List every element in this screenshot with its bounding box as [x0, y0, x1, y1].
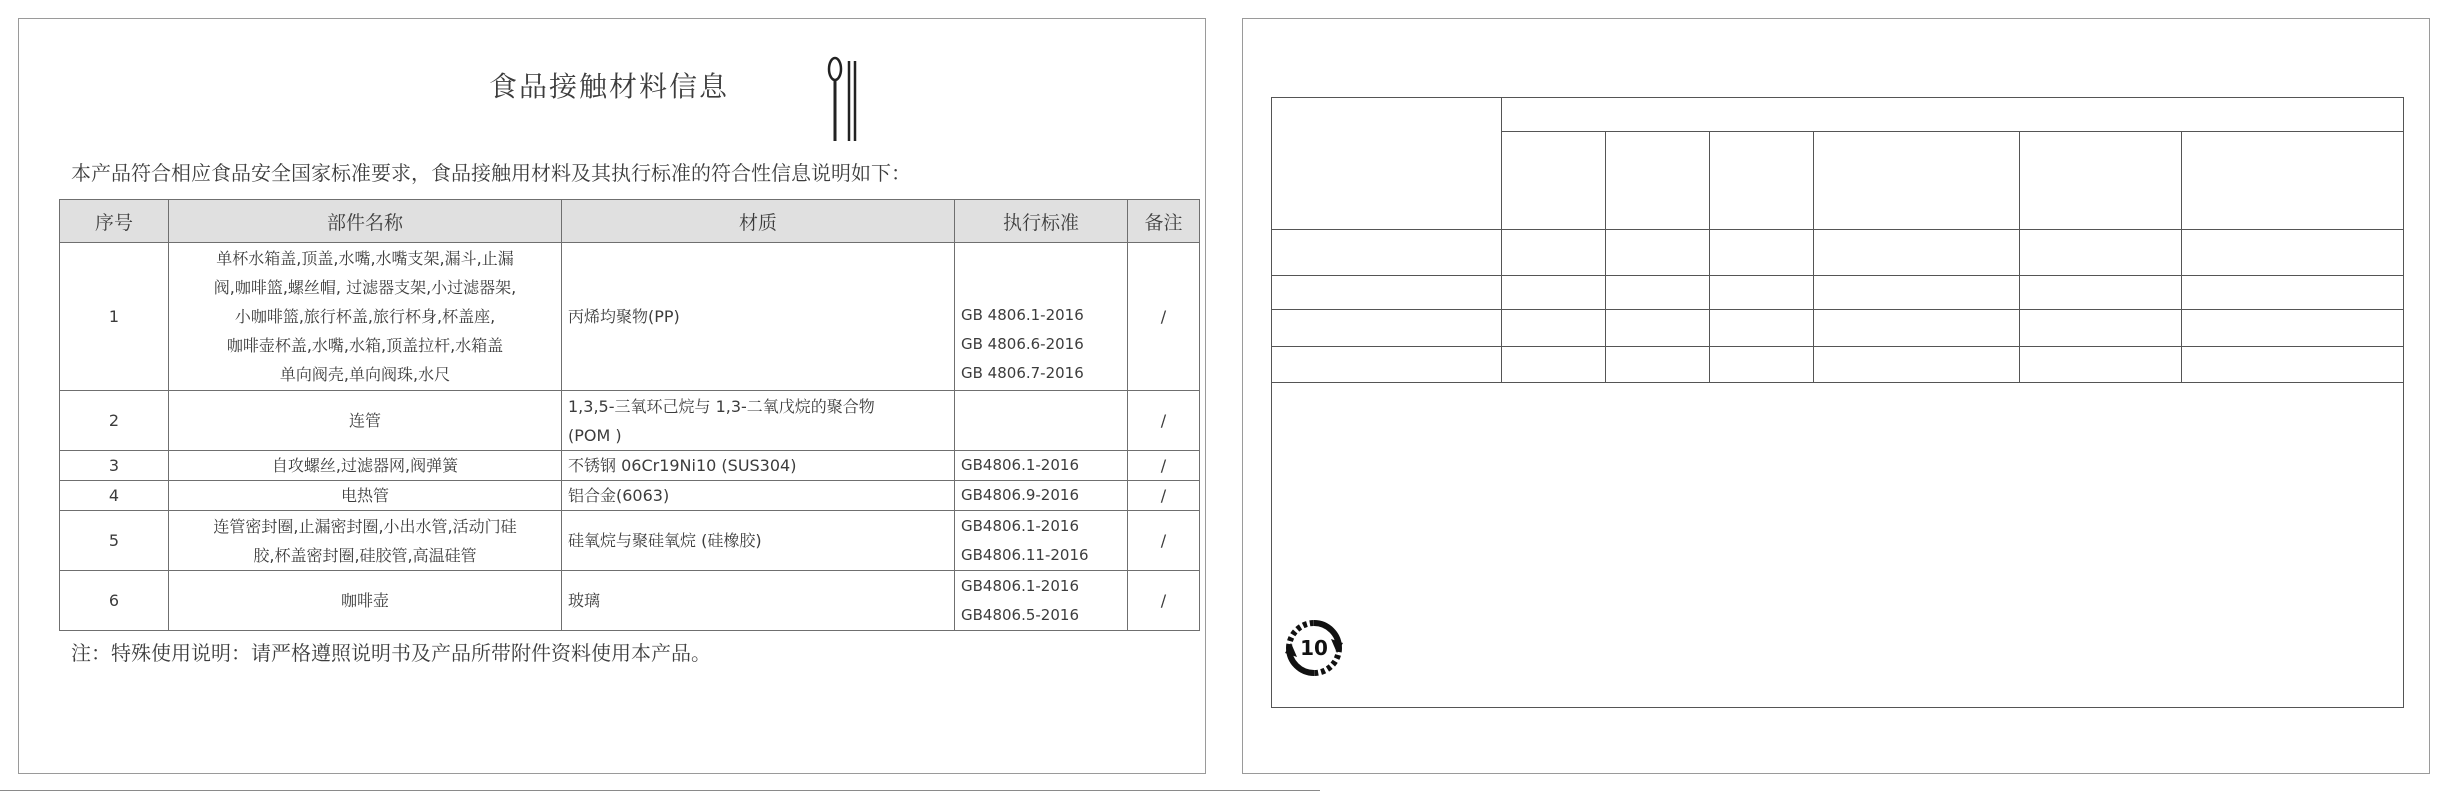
material: 硅氧烷与聚硅氧烷 (硅橡胶) [562, 511, 955, 571]
standard-line: GB4806.1-2016 [961, 516, 1079, 535]
table-cell [1272, 347, 1502, 383]
table-cell [2020, 347, 2182, 383]
table-row [1272, 98, 2404, 132]
table-row [60, 511, 1200, 571]
remark: / [1128, 243, 1200, 391]
table-cell [1272, 98, 1502, 230]
standard-line: GB 4806.1-2016 [961, 306, 1084, 324]
notes-area [1272, 383, 2404, 708]
material-line: 1,3,5-三氧环己烷与 1,3-二氧戊烷的聚合物 [568, 396, 875, 416]
table-cell [2182, 310, 2404, 347]
table-cell [1606, 347, 1710, 383]
remark: / [1128, 451, 1200, 481]
logo-number: 10 [1300, 636, 1328, 660]
table-cell [1272, 230, 1502, 276]
hazardous-substance-panel [1242, 18, 2430, 774]
header-part-name: 部件名称 [169, 200, 562, 243]
table-cell [1606, 276, 1710, 310]
table-cell [2020, 310, 2182, 347]
table-cell [2020, 276, 2182, 310]
standard-line: GB 4806.6-2016 [961, 335, 1084, 353]
remark: / [1128, 391, 1200, 451]
part-name-line: 连管密封圈,止漏密封圈,小出水管,活动门硅 [213, 516, 517, 536]
part-name-line: 阀,咖啡篮,螺丝帽, 过滤器支架,小过滤器架, [213, 278, 517, 297]
table-cell [1814, 132, 2020, 230]
table-cell [2182, 132, 2404, 230]
food-contact-info-panel [18, 18, 1206, 774]
table-cell [1814, 347, 2020, 383]
blank-substance-table [1271, 97, 2404, 708]
part-name: 自攻螺丝,过滤器网,阀弹簧 [169, 451, 562, 481]
table-cell [1502, 132, 1606, 230]
material-line: (POM ) [568, 425, 622, 445]
table-row [1272, 347, 2404, 383]
table-row [60, 571, 1200, 631]
table-cell [2020, 230, 2182, 276]
material: 不锈钢 06Cr19Ni10 (SUS304) [562, 451, 955, 481]
row-number: 2 [60, 391, 169, 451]
part-name: 连管 [169, 391, 562, 451]
material: 丙烯均聚物(PP) [562, 243, 955, 391]
standards: GB4806.1-2016 [955, 451, 1128, 481]
part-name [169, 511, 562, 571]
part-name: 咖啡壶 [169, 571, 562, 631]
material: 玻璃 [562, 571, 955, 631]
table-cell [1606, 230, 1710, 276]
table-cell [1502, 347, 1606, 383]
table-row [1272, 310, 2404, 347]
row-number: 3 [60, 451, 169, 481]
materials-table [59, 199, 1200, 631]
usage-note: 注：特殊使用说明：请严格遵照说明书及产品所带附件资料使用本产品。 [71, 641, 711, 665]
bottom-divider [0, 790, 1320, 791]
page-title: 食品接触材料信息 [489, 70, 730, 103]
part-name-line: 单向阀壳,单向阀珠,水尺 [279, 365, 451, 384]
intro-text: 本产品符合相应食品安全国家标准要求，食品接触用材料及其执行标准的符合性信息说明如下： [71, 161, 911, 185]
standard-line: GB4806.11-2016 [961, 545, 1089, 564]
environmental-protection-period-icon [1283, 617, 1345, 679]
table-cell [1606, 310, 1710, 347]
table-cell [2182, 230, 2404, 276]
table-row [60, 391, 1200, 451]
table-row [1272, 230, 2404, 276]
header-standard: 执行标准 [955, 200, 1128, 243]
table-cell [1502, 276, 1606, 310]
table-cell [1272, 310, 1502, 347]
standards [955, 243, 1128, 391]
part-name-line: 单杯水箱盖,顶盖,水嘴,水嘴支架,漏斗,止漏 [216, 249, 514, 268]
material: 铝合金(6063) [562, 481, 955, 511]
table-cell [1710, 276, 1814, 310]
table-cell [1710, 230, 1814, 276]
header-remark: 备注 [1128, 200, 1200, 243]
table-row [1272, 383, 2404, 708]
utensils-icon [823, 55, 863, 145]
standard-line: GB4806.5-2016 [961, 605, 1079, 624]
row-number: 1 [60, 243, 169, 391]
table-cell [1814, 276, 2020, 310]
table-cell [1502, 230, 1606, 276]
table-cell [1502, 98, 2404, 132]
standards: GB4806.9-2016 [955, 481, 1128, 511]
table-row [60, 451, 1200, 481]
row-number: 6 [60, 571, 169, 631]
part-name-line: 胶,杯盖密封圈,硅胶管,高温硅管 [253, 545, 477, 565]
header-material: 材质 [562, 200, 955, 243]
row-number: 5 [60, 511, 169, 571]
table-cell [1814, 230, 2020, 276]
table-row [60, 481, 1200, 511]
table-cell [1710, 310, 1814, 347]
table-cell [1272, 276, 1502, 310]
remark: / [1128, 571, 1200, 631]
header-no: 序号 [60, 200, 169, 243]
table-cell [1710, 347, 1814, 383]
part-name-line: 咖啡壶杯盖,水嘴,水箱,顶盖拉杆,水箱盖 [226, 336, 504, 355]
table-cell [2020, 132, 2182, 230]
table-cell [2182, 347, 2404, 383]
material [562, 391, 955, 451]
table-row [1272, 276, 2404, 310]
part-name-line: 小咖啡篮,旅行杯盖,旅行杯身,杯盖座, [234, 307, 496, 326]
standards [955, 391, 1128, 451]
table-cell [1814, 310, 2020, 347]
table-header-row [60, 200, 1200, 243]
table-cell [1710, 132, 1814, 230]
table-cell [1606, 132, 1710, 230]
table-cell [1502, 310, 1606, 347]
standards [955, 571, 1128, 631]
standard-line: GB 4806.7-2016 [961, 364, 1084, 382]
part-name: 电热管 [169, 481, 562, 511]
row-number: 4 [60, 481, 169, 511]
remark: / [1128, 481, 1200, 511]
table-row [60, 243, 1200, 391]
part-name [169, 243, 562, 391]
remark: / [1128, 511, 1200, 571]
standard-line: GB4806.1-2016 [961, 576, 1079, 595]
standards [955, 511, 1128, 571]
table-cell [2182, 276, 2404, 310]
